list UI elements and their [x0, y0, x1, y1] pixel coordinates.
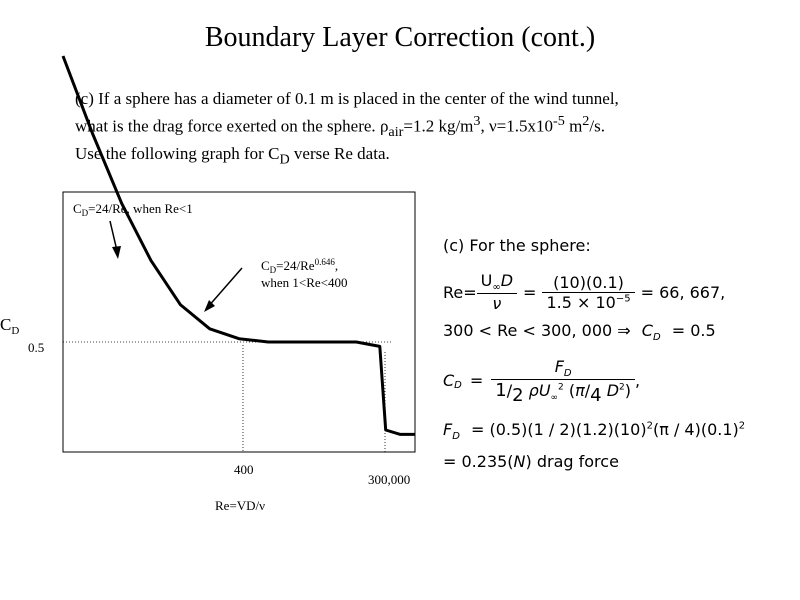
cd-def-comma: , [635, 370, 641, 390]
annotation-2 [261, 257, 338, 275]
fd-f: F [554, 356, 564, 376]
x-tick-300000: 300,000 [368, 472, 411, 487]
air-subscript: air [388, 124, 404, 141]
x-tick-400: 400 [234, 462, 254, 477]
fd-result-a: = 0.235( [443, 452, 514, 471]
fd-sub: D [563, 368, 572, 379]
problem-line-1: (c) If a sphere has a diameter of 0.1 m is placed in the center of the wind tunnel, [75, 89, 619, 108]
cd-c: C [641, 321, 653, 340]
re-fraction-1 [477, 271, 517, 313]
solution-line-3 [443, 352, 640, 408]
y-tick-0-5: 0.5 [28, 340, 45, 355]
paren-open: ( [568, 381, 576, 400]
sup-neg5: -5 [553, 113, 565, 129]
fd-calc-sup2: 2 [738, 420, 746, 432]
cd-def-c: C [443, 370, 455, 390]
cd-def-den: 1/2 $\rho U_\infty^2$ (π/4 $D^2$) [495, 380, 632, 406]
fd-calc-f: F [443, 420, 453, 439]
cd-value: = 0.5 [671, 321, 716, 340]
d-area-sup: 2 [619, 382, 625, 393]
annotation-2-sub: D [269, 265, 277, 275]
problem-line-2c: , ν=1.5x10 [480, 116, 554, 136]
annotation-1 [73, 201, 193, 218]
solution-header: (c) For the sphere: [443, 236, 591, 255]
fd-calc-a: = (0.5)(1 / 2)(1.2)(10) [471, 420, 647, 439]
equals-1: = [523, 282, 537, 302]
paren-close: ) [624, 381, 632, 400]
re-fraction-2 [542, 273, 634, 312]
infinity-sub: ∞ [492, 282, 501, 294]
solution-line-1 [443, 266, 725, 318]
re-frac2-den [542, 293, 634, 312]
fd-result-n: N [513, 452, 526, 471]
re-frac2-den-exp: −5 [615, 293, 631, 305]
solution-line-4 [443, 420, 745, 442]
sup-2: 2 [582, 113, 590, 129]
cd-sub: D [652, 332, 661, 344]
fd-calc-b: (π / 4)(0.1) [652, 420, 739, 439]
re-frac2-num: (10)(0.1) [542, 273, 634, 293]
y-axis-label-sub: D [11, 325, 20, 337]
fd-result-b: ) drag force [525, 452, 619, 471]
sub-d: D [279, 151, 290, 168]
re-frac1-num [477, 271, 517, 294]
annotation-1-c: C [73, 201, 82, 216]
slide-title: Boundary Layer Correction (cont.) [204, 22, 596, 53]
y-axis-label [0, 315, 19, 337]
solution-line-2 [443, 321, 716, 343]
annotation-2-sup: 0.646 [314, 257, 335, 267]
problem-line-2e: /s. [589, 116, 605, 136]
u-symbol: U [480, 270, 493, 290]
annotation-2-line2: when 1<Re<400 [261, 275, 348, 290]
cd-def-fraction [491, 356, 635, 406]
chart-frame [63, 192, 415, 452]
rho-u: ρU [528, 381, 551, 400]
re-range: 300 < Re < 300, 000 ⇒ [443, 321, 631, 340]
re-result: = 66, 667, [640, 282, 726, 302]
four: 4 [590, 385, 602, 406]
solution-line-5 [443, 452, 619, 471]
d-area: D [606, 381, 620, 400]
fd-calc-sub: D [452, 431, 460, 443]
annotation-2-rest: =24/Re [276, 258, 315, 273]
rho-u-sup: 2 [558, 382, 564, 393]
pi-symbol: π [575, 381, 585, 400]
half-den: 2 [512, 385, 524, 406]
d-symbol: D [500, 270, 514, 290]
half-num: 1 [495, 380, 507, 401]
annotation-1-rest: =24/Re, when Re<1 [88, 201, 193, 216]
sup-3: 3 [473, 113, 481, 129]
problem-line-2b: =1.2 kg/m [403, 116, 474, 136]
problem-line-2a: what is the drag force exerted on the sphere. [75, 116, 380, 136]
x-axis-label: Re=VD/ν [215, 498, 266, 513]
annotation-1-sub: D [81, 208, 89, 218]
cd-def-sub: D [454, 379, 462, 391]
annotation-arrowhead-1 [112, 246, 121, 259]
y-axis-label-c: C [0, 315, 12, 334]
rho-u-sub: ∞ [550, 393, 559, 404]
problem-line-3b: verse Re data. [289, 144, 390, 164]
cd-def-equals: = [469, 370, 484, 390]
annotation-2-c: C [261, 258, 270, 273]
annotation-arrow-2 [207, 268, 242, 308]
re-frac2-den-base: 1.5 × 10 [546, 292, 616, 312]
problem-line-2d: m [564, 116, 583, 136]
fd-calc-sup1: 2 [646, 420, 653, 432]
re-frac1-den: ν [492, 294, 502, 314]
annotation-2-comma: , [334, 258, 339, 273]
re-label: Re= [443, 282, 477, 302]
rho-symbol: ρ [379, 116, 389, 136]
cd-def-num [491, 357, 635, 380]
problem-line-3a: Use the following graph for C [75, 144, 280, 164]
